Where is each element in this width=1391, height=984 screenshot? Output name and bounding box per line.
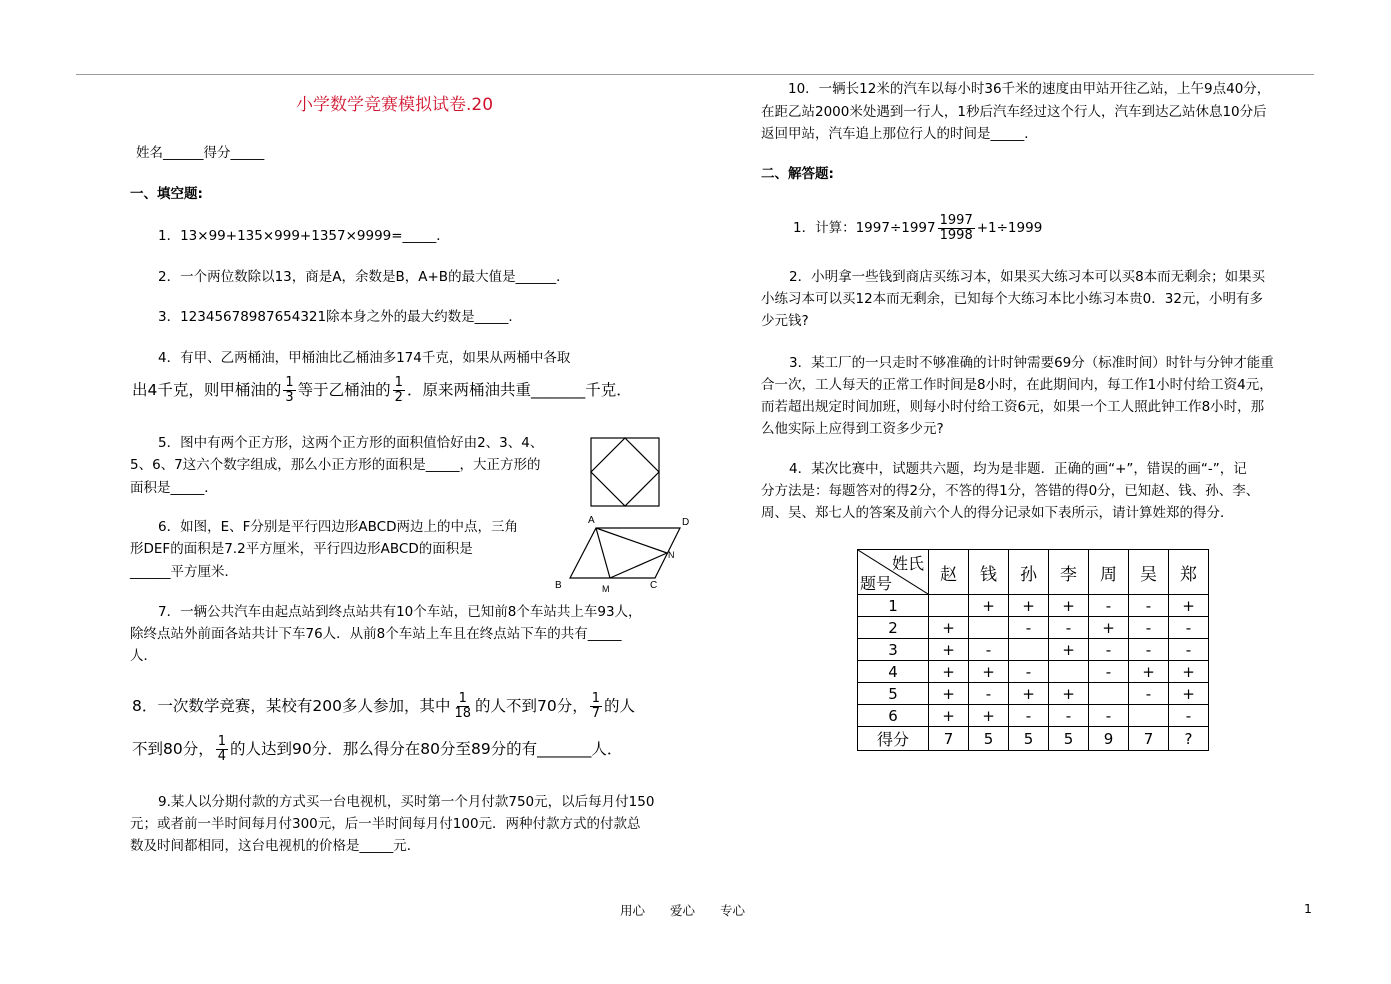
question-5-line3: 面积是_____． — [130, 480, 218, 496]
fraction-one-half: $\frac{1}{2}$ — [394, 375, 403, 405]
question-5-line2: 5、6、7这六个数字组成，那么小正方形的面积是_____，大正方形的 — [130, 457, 541, 473]
table-corner-cell — [858, 550, 929, 595]
label-b: B — [555, 580, 562, 591]
name-header: 吴 — [1129, 550, 1169, 595]
section-answers: 二、解答题: — [761, 166, 834, 182]
fraction-1997-1998: $\frac{1997}{1998}$ — [939, 212, 973, 243]
fraction-one-eighteenth: $\frac{1}{18}$ — [454, 691, 471, 721]
question-10-line1: 10．一辆长12米的汽车以每小时36千米的速度由甲站开往乙站，上午9点40分， — [788, 81, 1271, 97]
answer-4-line3: 周、吴、郑七人的答案及前六个人的得分记录如下表所示，请计算姓郑的得分． — [761, 505, 1234, 521]
question-1: 1．13×99+135×999+1357×9999=_____． — [158, 228, 450, 244]
question-10-line3: 返回甲站，汽车追上那位行人的时间是_____． — [761, 126, 1038, 142]
corner-label-surname: 姓氏 — [891, 554, 924, 573]
question-6-line2: 形DEF的面积是7.2平方厘米，平行四边形ABCD的面积是 — [130, 541, 473, 557]
question-10-line2: 在距乙站2000米处遇到一行人，1秒后汽车经过这个行人，汽车到达乙站休息10分后 — [761, 104, 1267, 120]
section-fill-in: 一、填空题: — [130, 186, 203, 202]
question-7-line2: 除终点站外前面各站共计下车76人．从前8个车站上车且在终点站下车的共有_____ — [130, 626, 622, 642]
question-9-line1: 9.某人以分期付款的方式买一台电视机，买时第一个月付款750元，以后每月付150 — [158, 794, 655, 810]
label-d: D — [682, 517, 690, 528]
question-4-line1: 4．有甲、乙两桶油，甲桶油比乙桶油多174千克，如果从两桶中各取 — [158, 350, 571, 366]
name-header: 赵 — [929, 550, 969, 595]
answer-2-line3: 少元钱? — [761, 313, 809, 329]
table-row: 6 + + - - - - — [858, 705, 1209, 727]
answer-4-line2: 分方法是：每题答对的得2分，不答的得1分，答错的得0分，已知赵、钱、孙、李、 — [761, 483, 1260, 499]
table-row: 3 + - + - - - — [858, 639, 1209, 661]
question-6-line1: 6．如图，E、F分别是平行四边形ABCD两边上的中点，三角 — [158, 519, 518, 535]
parallelogram-figure — [550, 512, 695, 597]
table-row: 4 + + - - + + — [858, 661, 1209, 683]
name-header: 李 — [1049, 550, 1089, 595]
question-5-line1: 5．图中有两个正方形，这两个正方形的面积值恰好由2、3、4、 — [158, 435, 544, 451]
question-8-line1: 8．一次数学竞赛，某校有200多人参加，其中 $\frac{1}{18}$ 的人不到70分， $\frac{1}{7}$ 的人 — [132, 691, 636, 721]
label-n: N — [668, 550, 675, 560]
table-score-row: 得分 7 5 5 5 9 7 ? — [858, 727, 1209, 751]
question-7-line3: 人． — [130, 648, 157, 664]
squares-figure — [590, 437, 660, 507]
answer-3-line4: 么他实际上应得到工资多少元? — [761, 421, 944, 437]
label-c: C — [650, 580, 658, 591]
footer-text-1: 用心 — [620, 903, 646, 918]
question-2: 2．一个两位数除以13，商是A，余数是B，A+B的最大值是______． — [158, 269, 570, 285]
answer-1: 1．计算：1997÷1997 $\frac{1997}{1998}$ +1÷1999 — [793, 212, 1043, 243]
answer-4-line1: 4．某次比赛中，试题共六题，均为是非题．正确的画“+”，错误的画“-”，记 — [789, 461, 1247, 477]
fraction-one-quarter: $\frac{1}{4}$ — [217, 734, 227, 764]
answer-2-line1: 2．小明拿一些钱到商店买练习本，如果买大练习本可以买8本而无剩余；如果买 — [789, 269, 1266, 285]
label-a: A — [588, 515, 595, 526]
footer-text-2: 爱心 — [670, 903, 696, 918]
table-row: 1 + + + - - + — [858, 595, 1209, 617]
table-header-row — [858, 550, 1209, 595]
name-header: 郑 — [1169, 550, 1209, 595]
name-header: 钱 — [969, 550, 1009, 595]
name-header: 周 — [1089, 550, 1129, 595]
fraction-one-third: $\frac{1}{3}$ — [285, 375, 294, 405]
name-header: 孙 — [1009, 550, 1049, 595]
question-4-line2: 出4千克，则甲桶油的 $\frac{1}{3}$ 等于乙桶油的 $\frac{1}{2}$ ．原来两桶油共重_______千克． — [132, 375, 632, 405]
question-7-line1: 7．一辆公共汽车由起点站到终点站共有10个车站，已知前8个车站共上车93人， — [158, 604, 642, 620]
top-rule — [76, 74, 1314, 75]
answer-3-line1: 3．某工厂的一只走时不够准确的计时钟需要69分（标准时间）时针与分钟才能重 — [789, 355, 1274, 371]
page-number: 1 — [1304, 901, 1312, 916]
question-9-line2: 元；或者前一半时间每月付300元，后一半时间每月付100元．两种付款方式的付款总 — [130, 816, 641, 832]
question-8-line2: 不到80分， $\frac{1}{4}$ 的人达到90分．那么得分在80分至89分的有_______人． — [132, 734, 623, 764]
question-3: 3．12345678987654321除本身之外的最大约数是_____． — [158, 309, 522, 325]
answer-3-line2: 合一次，工人每天的正常工作时间是8小时，在此期间内，每工作1小时付给工资4元， — [761, 377, 1273, 393]
fraction-one-seventh: $\frac{1}{7}$ — [591, 691, 601, 721]
name-score-line: 姓名______得分_____ — [136, 145, 265, 161]
table-row: 2 + - - + - - — [858, 617, 1209, 639]
score-table — [857, 549, 1209, 751]
page-title: 小学数学竞赛模拟试卷.20 — [296, 95, 494, 115]
question-6-line3: ______平方厘米． — [130, 564, 238, 580]
corner-label-question: 题号 — [860, 574, 893, 593]
answer-2-line2: 小练习本可以买12本而无剩余，已知每个大练习本比小练习本贵0．32元，小明有多 — [761, 291, 1263, 307]
table-row: 5 + - + + - + — [858, 683, 1209, 705]
question-9-line3: 数及时间都相同，这台电视机的价格是_____元． — [130, 838, 421, 854]
footer-text-3: 专心 — [720, 903, 746, 918]
answer-3-line3: 而若超出规定时间加班，则每小时付给工资6元，如果一个工人照此钟工作8小时，那 — [761, 399, 1265, 415]
label-m: M — [602, 584, 610, 594]
